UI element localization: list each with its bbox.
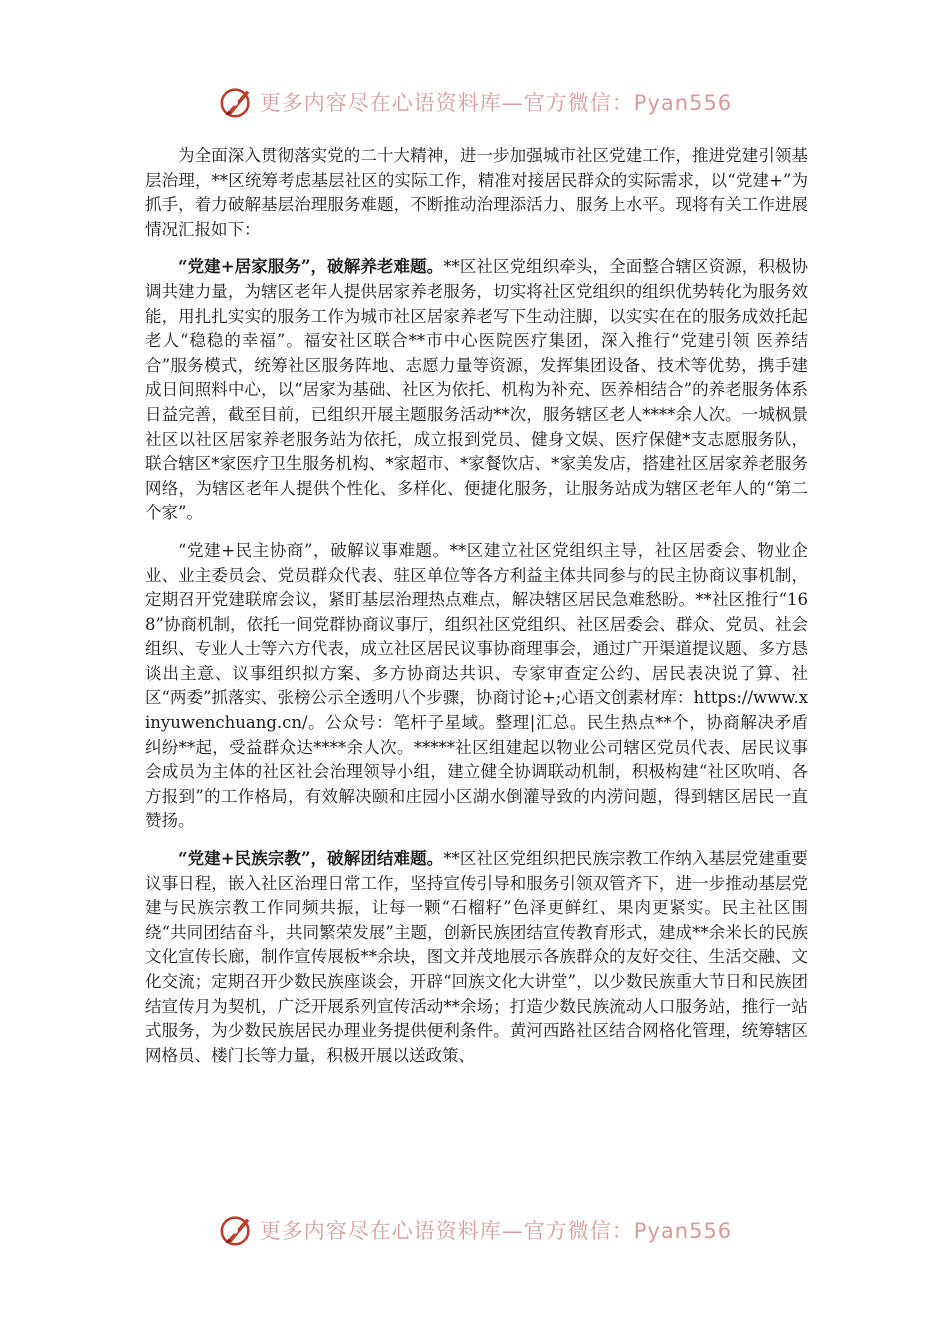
pen-logo-icon [218,1211,256,1249]
paragraph-democratic-consultation [145,539,808,834]
footer-banner [0,1210,950,1250]
pen-logo-icon [218,83,256,121]
footer-banner-text: 更多内容尽在心语资料库—官方微信：Pyan556 [259,1219,733,1243]
paragraph-democratic-consultation-text: “党建+民主协商”，破解议事难题。**区建立社区党组织主导，社区居委会、物业企业、业主委员会、党员群众代表、驻区单位等各方利益主体共同参与的民主协商议事机制，定期召开党建联席会议，紧盯基层治理热点难点，解决辖区居民急难愁盼。**社区推行“168”协商机制，依托一间党群协商议事厅，组织社区党组织、社区居委会、群众、党员、社会组织、专业人士等六方代表，成立社区居民议事协商理事会，通过广开渠道提议题、多方恳谈出主意、议事组织拟方案、多方协商达共识、专家审查定公约、居民表决说了算、社区“两委”抓落实、张榜公示全透明八个步骤，协商讨论+;心语文创素材库：https://www.xinyuwenchuang.cn/。公众号：笔杆子星域。整理|汇总。民生热点**个，协商解决矛盾纠纷**起，受益群众达****余人次。*****社区组建起以物业公司辖区党员代表、居民议事会成员为主体的社区社会治理领导小组，建立健全协调联动机制，积极构建“社区吹哨、各方报到”的工作格局，有效解决颐和庄园小区湖水倒灌导致的内涝问题，得到辖区居民一直赞扬。 [145,540,808,831]
paragraph-elderly-care [145,255,808,526]
paragraph-elderly-care-text: **区社区党组织牵头，全面整合辖区资源，积极协调共建力量，为辖区老年人提供居家养老服务，切实将社区党组织的组织优势转化为服务效能，用扎扎实实的服务工作为城市社区居家养老写下生动注脚，以实实在在的服务成效托起老人“稳稳的幸福”。福安社区联合**市中心医院医疗集团，深入推行“党建引领 医养结合”服务模式，统筹社区服务阵地、志愿力量等资源，发挥集团设备、技术等优势，携手建成日间照料中心，以“居家为基础、社区为依托、机构为补充、医养相结合”的养老服务体系日益完善，截至目前，已组织开展主题服务活动**次，服务辖区老人****余人次。一城枫景社区以社区居家养老服务站为依托，成立报到党员、健身文娱、医疗保健*支志愿服务队，联合辖区*家医疗卫生服务机构、*家超市、*家餐饮店、*家美发店，搭建社区居家养老服务网络，为辖区老年人提供个性化、多样化、便捷化服务，让服务站成为辖区老年人的“第二个家”。 [145,257,808,523]
paragraph-ethnic-religion-heading: “党建+民族宗教”，破解团结难题。 [178,849,444,869]
header-banner [0,82,950,122]
paragraph-intro [145,144,808,242]
paragraph-ethnic-religion-text: **区社区党组织把民族宗教工作纳入基层党建重要议事日程，嵌入社区治理日常工作，坚持宣传引导和服务引领双管齐下，进一步推动基层党建与民族宗教工作同频共振，让每一颗“石榴籽”色泽更鲜红、果肉更紧实。民主社区围绕“共同团结奋斗，共同繁荣发展”主题，创新民族团结宣传教育形式，建成**余米长的民族文化宣传长廊，制作宣传展板**余块，图文并茂地展示各族群众的友好交往、生活交融、文化交流；定期召开少数民族座谈会，开辟“回族文化大讲堂”，以少数民族重大节日和民族团结宣传月为契机，广泛开展系列宣传活动**余场；打造少数民族流动人口服务站，推行一站式服务，为少数民族居民办理业务提供便利条件。黄河西路社区结合网格化管理，统筹辖区网格员、楼门长等力量，积极开展以送政策、 [145,849,808,1065]
paragraph-elderly-care-heading: “党建+居家服务”，破解养老难题。 [178,257,444,277]
header-banner-text: 更多内容尽在心语资料库—官方微信：Pyan556 [259,91,733,115]
paragraph-intro-text: 为全面深入贯彻落实党的二十大精神，进一步加强城市社区党建工作，推进党建引领基层治理，**区统筹考虑基层社区的实际工作，精准对接居民群众的实际需求，以“党建+”为抓手，着力破解基层治理服务难题，不断推动治理添活力、服务上水平。现将有关工作进展情况汇报如下： [145,146,808,239]
document-body [145,144,808,1081]
paragraph-ethnic-religion [145,847,808,1068]
